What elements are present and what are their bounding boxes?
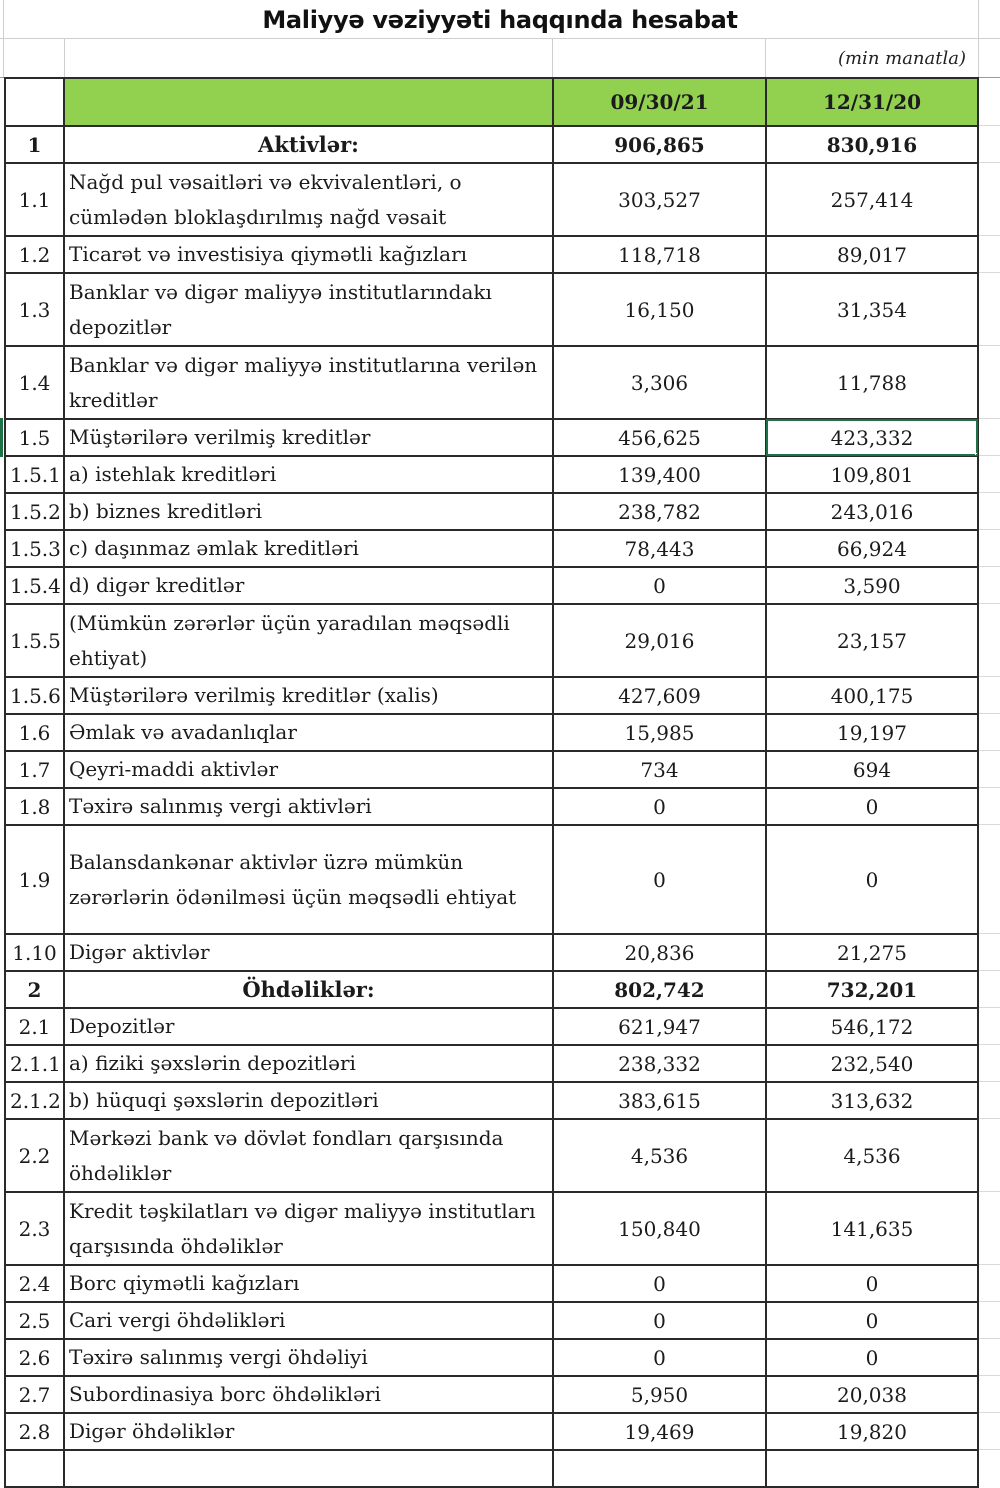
value-cell-col1[interactable]: 16,150 xyxy=(553,273,766,346)
gridline xyxy=(979,1007,1000,1008)
value-cell-col1[interactable]: 456,625 xyxy=(553,419,766,456)
value-cell-col2[interactable]: 141,635 xyxy=(766,1192,978,1265)
gridline xyxy=(979,1338,1000,1339)
table-row xyxy=(5,934,978,971)
value-cell-col2[interactable]: 732,201 xyxy=(766,971,978,1008)
row-number-cell[interactable]: 2.2 xyxy=(5,1119,64,1192)
label-cell[interactable]: Borc qiymətli kağızları xyxy=(64,1265,553,1302)
value-cell-col2[interactable]: 31,354 xyxy=(766,273,978,346)
table-row xyxy=(5,751,978,788)
value-cell-col2[interactable]: 0 xyxy=(766,1339,978,1376)
table-row xyxy=(5,1008,978,1045)
row-number-cell[interactable]: 1.7 xyxy=(5,751,64,788)
gridline xyxy=(0,38,1000,39)
table-row xyxy=(5,1450,978,1487)
table-row xyxy=(5,236,978,273)
row-number-cell[interactable]: 2.1.1 xyxy=(5,1045,64,1082)
selected-cell[interactable]: 423,332 xyxy=(766,419,978,456)
label-cell[interactable]: Təxirə salınmış vergi öhdəliyi xyxy=(64,1339,553,1376)
row-number-cell[interactable]: 1.5.5 xyxy=(5,604,64,677)
value-cell-col1[interactable]: 0 xyxy=(553,1302,766,1339)
value-cell-col2[interactable]: 313,632 xyxy=(766,1082,978,1119)
value-cell-col2[interactable]: 89,017 xyxy=(766,236,978,273)
row-number-cell[interactable]: 1.4 xyxy=(5,346,64,419)
table-row xyxy=(5,1082,978,1119)
value-cell-col1[interactable]: 0 xyxy=(553,825,766,934)
gridline xyxy=(979,970,1000,971)
gridline xyxy=(979,713,1000,714)
value-cell-col2[interactable]: 694 xyxy=(766,751,978,788)
gridline xyxy=(979,1264,1000,1265)
value-cell-col2[interactable]: 0 xyxy=(766,825,978,934)
label-cell[interactable]: b) hüquqi şəxslərin depozitləri xyxy=(64,1082,553,1119)
value-cell-col2[interactable]: 546,172 xyxy=(766,1008,978,1045)
empty-cell[interactable] xyxy=(64,1450,553,1487)
row-number-cell[interactable]: 1.5.2 xyxy=(5,493,64,530)
gridline xyxy=(552,38,553,77)
value-cell-col1[interactable]: 0 xyxy=(553,1265,766,1302)
label-cell[interactable]: Depozitlər xyxy=(64,1008,553,1045)
table-row xyxy=(5,1265,978,1302)
label-cell[interactable]: Müştərilərə verilmiş kreditlər xyxy=(64,419,553,456)
table-row xyxy=(5,456,978,493)
gridline xyxy=(979,529,1000,530)
gridline xyxy=(979,750,1000,751)
label-cell[interactable]: a) istehlak kreditləri xyxy=(64,456,553,493)
corner-cell[interactable] xyxy=(5,78,64,126)
label-cell[interactable]: Təxirə salınmış vergi aktivləri xyxy=(64,788,553,825)
row-number-cell[interactable]: 1.8 xyxy=(5,788,64,825)
label-cell[interactable]: c) daşınmaz əmlak kreditləri xyxy=(64,530,553,567)
value-cell-col2[interactable]: 830,916 xyxy=(766,126,978,163)
header-date-col1[interactable]: 09/30/21 xyxy=(553,78,766,126)
row-number-cell[interactable]: 2 xyxy=(5,971,64,1008)
value-cell-col2[interactable]: 21,275 xyxy=(766,934,978,971)
table-row xyxy=(5,346,978,419)
value-cell-col1[interactable]: 802,742 xyxy=(553,971,766,1008)
table-row xyxy=(5,604,978,677)
value-cell-col2[interactable]: 20,038 xyxy=(766,1376,978,1413)
gridline xyxy=(979,418,1000,419)
value-cell-col1[interactable]: 303,527 xyxy=(553,163,766,236)
empty-cell[interactable] xyxy=(5,1450,64,1487)
row-number-cell[interactable]: 1.5.3 xyxy=(5,530,64,567)
table-row xyxy=(5,971,978,1008)
value-cell-col1[interactable]: 78,443 xyxy=(553,530,766,567)
value-cell-col1[interactable]: 621,947 xyxy=(553,1008,766,1045)
value-cell-col1[interactable]: 15,985 xyxy=(553,714,766,751)
value-cell-col1[interactable]: 20,836 xyxy=(553,934,766,971)
value-cell-col2[interactable]: 3,590 xyxy=(766,567,978,604)
table-row xyxy=(5,493,978,530)
gridline xyxy=(979,272,1000,273)
table-row xyxy=(5,1302,978,1339)
gridline xyxy=(979,235,1000,236)
gridline xyxy=(979,566,1000,567)
row-number-cell[interactable]: 1.3 xyxy=(5,273,64,346)
value-cell-col1[interactable]: 0 xyxy=(553,788,766,825)
gridline xyxy=(979,345,1000,346)
selected-row-header-sliver xyxy=(0,418,3,457)
gridline xyxy=(979,1301,1000,1302)
value-cell-col1[interactable]: 906,865 xyxy=(553,126,766,163)
value-cell-col1[interactable]: 383,615 xyxy=(553,1082,766,1119)
value-cell-col2[interactable]: 257,414 xyxy=(766,163,978,236)
empty-cell[interactable] xyxy=(766,1450,978,1487)
value-cell-col2[interactable]: 19,197 xyxy=(766,714,978,751)
table-row xyxy=(5,825,978,934)
label-cell[interactable]: Ticarət və investisiya qiymətli kağızları xyxy=(64,236,553,273)
label-cell[interactable]: Banklar və digər maliyyə institutlarına verilən kreditlər xyxy=(64,346,553,419)
gridline xyxy=(979,162,1000,163)
label-cell[interactable]: a) fiziki şəxslərin depozitləri xyxy=(64,1045,553,1082)
label-cell[interactable]: Balansdankənar aktivlər üzrə mümkün zərərlərin ödənilməsi üçün məqsədli ehtiyat xyxy=(64,825,553,934)
gridline xyxy=(765,38,766,77)
value-cell-col2[interactable]: 23,157 xyxy=(766,604,978,677)
value-cell-col2[interactable]: 400,175 xyxy=(766,677,978,714)
gridline xyxy=(979,1375,1000,1376)
table-row xyxy=(5,126,978,163)
table-header-row xyxy=(5,78,978,126)
label-cell[interactable]: Qeyri-maddi aktivlər xyxy=(64,751,553,788)
value-cell-col2[interactable]: 66,924 xyxy=(766,530,978,567)
gridline xyxy=(979,1044,1000,1045)
label-cell[interactable]: Subordinasiya borc öhdəlikləri xyxy=(64,1376,553,1413)
label-cell[interactable]: Müştərilərə verilmiş kreditlər (xalis) xyxy=(64,677,553,714)
row-number-cell[interactable]: 1.6 xyxy=(5,714,64,751)
gridline xyxy=(979,933,1000,934)
gridline xyxy=(979,1191,1000,1192)
row-number-cell[interactable]: 1.5 xyxy=(5,419,64,456)
gridline xyxy=(979,1412,1000,1413)
table-row xyxy=(5,1376,978,1413)
value-cell-col2[interactable]: 109,801 xyxy=(766,456,978,493)
gridline xyxy=(979,125,1000,126)
gridline xyxy=(978,0,979,77)
value-cell-col1[interactable]: 0 xyxy=(553,567,766,604)
value-cell-col1[interactable]: 139,400 xyxy=(553,456,766,493)
value-cell-col2[interactable]: 11,788 xyxy=(766,346,978,419)
value-cell-col2[interactable]: 4,536 xyxy=(766,1119,978,1192)
gridline xyxy=(3,0,4,77)
value-cell-col2[interactable]: 19,820 xyxy=(766,1413,978,1450)
table-row xyxy=(5,567,978,604)
row-number-cell[interactable]: 1.10 xyxy=(5,934,64,971)
gridline xyxy=(979,1081,1000,1082)
table-row xyxy=(5,677,978,714)
value-cell-col1[interactable]: 118,718 xyxy=(553,236,766,273)
label-cell[interactable]: Cari vergi öhdəlikləri xyxy=(64,1302,553,1339)
row-number-cell[interactable]: 2.3 xyxy=(5,1192,64,1265)
gridline xyxy=(979,603,1000,604)
report-title[interactable]: Maliyyə vəziyyəti haqqında hesabat xyxy=(262,5,738,34)
gridline xyxy=(979,1449,1000,1450)
value-cell-col1[interactable]: 19,469 xyxy=(553,1413,766,1450)
table-row xyxy=(5,419,978,456)
table-row xyxy=(5,273,978,346)
table-row xyxy=(5,788,978,825)
value-cell-col2[interactable]: 243,016 xyxy=(766,493,978,530)
value-cell-col1[interactable]: 29,016 xyxy=(553,604,766,677)
value-cell-col1[interactable]: 427,609 xyxy=(553,677,766,714)
row-number-cell[interactable]: 1.5.1 xyxy=(5,456,64,493)
gridline xyxy=(979,492,1000,493)
table-row xyxy=(5,1339,978,1376)
label-cell[interactable]: Öhdəliklər: xyxy=(64,971,553,1008)
row-number-cell[interactable]: 2.1 xyxy=(5,1008,64,1045)
table-row xyxy=(5,1119,978,1192)
row-number-cell[interactable]: 2.1.2 xyxy=(5,1082,64,1119)
row-number-cell[interactable]: 1.1 xyxy=(5,163,64,236)
label-cell[interactable]: Aktivlər: xyxy=(64,126,553,163)
value-cell-col1[interactable]: 4,536 xyxy=(553,1119,766,1192)
label-cell[interactable]: Əmlak və avadanlıqlar xyxy=(64,714,553,751)
fill-handle[interactable] xyxy=(975,453,978,456)
value-cell-col2[interactable]: 0 xyxy=(766,1302,978,1339)
label-cell[interactable]: Mərkəzi bank və dövlət fondları qarşısında öhdəliklər xyxy=(64,1119,553,1192)
value-cell-col1[interactable]: 0 xyxy=(553,1339,766,1376)
financial-table xyxy=(4,77,979,1488)
table-row xyxy=(5,714,978,751)
gridline xyxy=(979,676,1000,677)
gridline xyxy=(979,455,1000,456)
value-cell-col1[interactable]: 238,782 xyxy=(553,493,766,530)
table-row xyxy=(5,163,978,236)
value-cell-col1[interactable]: 734 xyxy=(553,751,766,788)
header-label-cell[interactable] xyxy=(64,78,553,126)
label-cell[interactable]: Kredit təşkilatları və digər maliyyə institutları qarşısında öhdəliklər xyxy=(64,1192,553,1265)
gridline xyxy=(979,787,1000,788)
label-cell[interactable]: b) biznes kreditləri xyxy=(64,493,553,530)
value-cell-col1[interactable]: 3,306 xyxy=(553,346,766,419)
gridline xyxy=(979,1118,1000,1119)
gridline xyxy=(64,38,65,77)
value-cell-col2[interactable]: 0 xyxy=(766,788,978,825)
header-date-col2[interactable]: 12/31/20 xyxy=(766,78,978,126)
row-number-cell[interactable]: 2.8 xyxy=(5,1413,64,1450)
table-row xyxy=(5,1192,978,1265)
value-cell-col1[interactable]: 150,840 xyxy=(553,1192,766,1265)
table-row xyxy=(5,1413,978,1450)
value-cell-col1[interactable]: 5,950 xyxy=(553,1376,766,1413)
label-cell[interactable]: Banklar və digər maliyyə institutlarındakı depozitlər xyxy=(64,273,553,346)
label-cell[interactable]: (Mümkün zərərlər üçün yaradılan məqsədli ehtiyat) xyxy=(64,604,553,677)
unit-note[interactable]: (min manatla) xyxy=(837,47,966,69)
row-number-cell[interactable]: 2.5 xyxy=(5,1302,64,1339)
value-cell-col1[interactable]: 238,332 xyxy=(553,1045,766,1082)
row-number-cell[interactable]: 1.9 xyxy=(5,825,64,934)
label-cell[interactable]: Digər aktivlər xyxy=(64,934,553,971)
label-cell[interactable]: d) digər kreditlər xyxy=(64,567,553,604)
row-number-cell[interactable]: 2.7 xyxy=(5,1376,64,1413)
row-number-cell[interactable]: 1.5.4 xyxy=(5,567,64,604)
row-number-cell[interactable]: 1 xyxy=(5,126,64,163)
table-row xyxy=(5,1045,978,1082)
label-cell[interactable]: Digər öhdəliklər xyxy=(64,1413,553,1450)
gridline xyxy=(979,824,1000,825)
value-cell-col2[interactable]: 0 xyxy=(766,1265,978,1302)
row-number-cell[interactable]: 1.2 xyxy=(5,236,64,273)
table-row xyxy=(5,530,978,567)
empty-cell[interactable] xyxy=(553,1450,766,1487)
label-cell[interactable]: Nağd pul vəsaitləri və ekvivalentləri, o cümlədən bloklaşdırılmış nağd vəsait xyxy=(64,163,553,236)
row-number-cell[interactable]: 2.6 xyxy=(5,1339,64,1376)
row-number-cell[interactable]: 2.4 xyxy=(5,1265,64,1302)
value-cell-col2[interactable]: 232,540 xyxy=(766,1045,978,1082)
row-number-cell[interactable]: 1.5.6 xyxy=(5,677,64,714)
